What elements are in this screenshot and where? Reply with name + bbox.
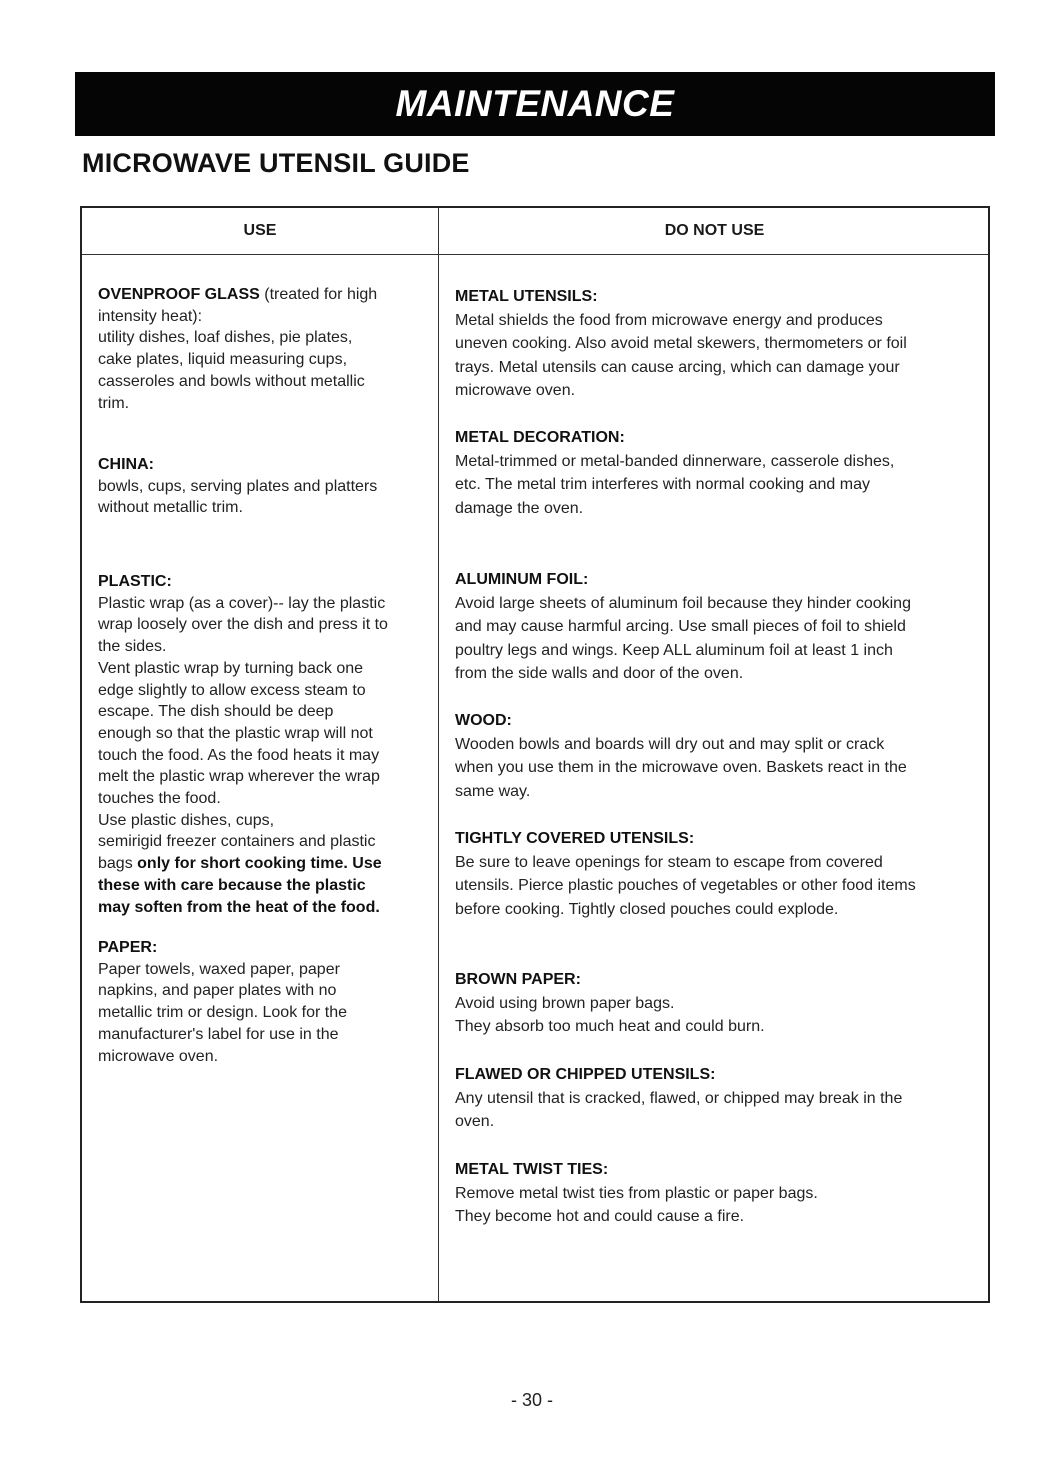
section-heading: METAL UTENSILS:	[455, 288, 598, 305]
section-heading: METAL DECORATION:	[455, 429, 625, 446]
table-header-row	[82, 208, 988, 255]
section-heading: BROWN PAPER:	[455, 971, 581, 988]
body-line: Remove metal twist ties from plastic or paper bags.	[455, 1184, 818, 1202]
body-line: Use plastic dishes, cups,	[98, 811, 275, 829]
section-heading: CHINA:	[98, 456, 154, 473]
body-line: from the side walls and door of the oven.	[455, 665, 744, 683]
use-column-header: USE	[243, 222, 277, 239]
china-section	[98, 454, 430, 519]
body-line: utensils. Pierce plastic pouches of vegetables or other food items	[455, 877, 916, 895]
brown-paper-section	[455, 968, 983, 1039]
body-line: etc. The metal trim interferes with normal cooking and may	[455, 476, 870, 494]
body-line: damage the oven.	[455, 499, 584, 517]
page-subtitle: MICROWAVE UTENSIL GUIDE	[82, 148, 470, 178]
bold-warning: may soften from the heat of the food.	[98, 898, 380, 916]
section-heading-suffix: (treated for high	[259, 286, 378, 303]
metal-decoration-section	[455, 426, 983, 520]
body-line: trim.	[98, 394, 130, 412]
body-line-start: bags	[98, 855, 138, 873]
metal-utensils-section	[455, 285, 983, 403]
body-line: napkins, and paper plates with no	[98, 982, 337, 1000]
section-heading: TIGHTLY COVERED UTENSILS:	[455, 830, 695, 847]
body-line: uneven cooking. Also avoid metal skewers, thermometers or foil	[455, 335, 907, 353]
body-line: semirigid freezer containers and plastic	[98, 833, 376, 851]
body-line: Paper towels, waxed paper, paper	[98, 960, 340, 978]
body-line: poultry legs and wings. Keep ALL aluminum foil at least 1 inch	[455, 641, 893, 659]
utensil-guide-table	[80, 206, 990, 1303]
body-line: when you use them in the microwave oven. Baskets react in the	[455, 759, 907, 777]
title-banner	[75, 72, 995, 136]
body-line: touches the food.	[98, 790, 221, 808]
body-line: intensity heat):	[98, 307, 203, 325]
body-line: metallic trim or design. Look for the	[98, 1004, 347, 1022]
body-line: wrap loosely over the dish and press it to	[98, 616, 388, 634]
section-heading: PAPER:	[98, 939, 158, 956]
tightly-covered-section	[455, 827, 983, 921]
bold-warning: these with care because the plastic	[98, 876, 366, 894]
body-line: edge slightly to allow excess steam to	[98, 681, 366, 699]
banner-title: MAINTENANCE	[395, 83, 675, 124]
body-line: bowls, cups, serving plates and platters	[98, 477, 378, 495]
section-heading: ALUMINUM FOIL:	[455, 571, 589, 588]
section-heading: WOOD:	[455, 712, 512, 729]
body-line: manufacturer's label for use in the	[98, 1025, 339, 1043]
body-line: Be sure to leave openings for steam to escape from covered	[455, 853, 883, 871]
do-not-use-column-header: DO NOT USE	[664, 222, 765, 239]
metal-twist-ties-section	[455, 1158, 983, 1229]
body-line: same way.	[455, 782, 531, 800]
bold-warning: only for short cooking time. Use	[137, 855, 382, 873]
body-line: escape. The dish should be deep	[98, 703, 334, 721]
section-heading: OVENPROOF GLASS	[98, 286, 260, 303]
body-line: Any utensil that is cracked, flawed, or chipped may break in the	[455, 1089, 903, 1107]
aluminum-foil-section	[455, 568, 983, 686]
plastic-section	[98, 571, 430, 918]
paper-section	[98, 937, 430, 1067]
flawed-utensils-section	[455, 1063, 983, 1134]
wood-section	[455, 709, 983, 803]
body-line: cake plates, liquid measuring cups,	[98, 351, 348, 369]
body-line: before cooking. Tightly closed pouches could explode.	[455, 900, 839, 918]
body-line: utility dishes, loaf dishes, pie plates,	[98, 329, 353, 347]
section-heading: FLAWED OR CHIPPED UTENSILS:	[455, 1066, 716, 1083]
body-line: microwave oven.	[98, 1047, 219, 1065]
body-line: melt the plastic wrap wherever the wrap	[98, 768, 380, 786]
body-line: the sides.	[98, 638, 167, 656]
body-line: Wooden bowls and boards will dry out and may split or crack	[455, 735, 885, 753]
section-heading: PLASTIC:	[98, 573, 172, 590]
body-line: Vent plastic wrap by turning back one	[98, 659, 364, 677]
body-line: Avoid large sheets of aluminum foil because they hinder cooking	[455, 594, 911, 612]
body-line: touch the food. As the food heats it may	[98, 746, 380, 764]
body-line: They become hot and could cause a fire.	[455, 1208, 745, 1226]
ovenproof-glass-section	[98, 284, 430, 414]
body-line: casseroles and bowls without metallic	[98, 372, 365, 390]
body-line: enough so that the plastic wrap will not	[98, 724, 373, 742]
body-line: trays. Metal utensils can cause arcing, which can damage your	[455, 358, 900, 376]
body-line: oven.	[455, 1113, 495, 1131]
body-line: Plastic wrap (as a cover)-- lay the plastic	[98, 594, 386, 612]
section-heading: METAL TWIST TIES:	[455, 1161, 609, 1178]
body-line: and may cause harmful arcing. Use small pieces of foil to shield	[455, 618, 906, 636]
body-line: They absorb too much heat and could burn.	[455, 1018, 765, 1036]
page-number: - 30 -	[510, 1390, 553, 1410]
column-divider	[438, 208, 439, 1301]
body-line: Avoid using brown paper bags.	[455, 994, 675, 1012]
body-line: Metal shields the food from microwave energy and produces	[455, 311, 883, 329]
body-line: without metallic trim.	[98, 499, 243, 517]
body-line: Metal-trimmed or metal-banded dinnerware, casserole dishes,	[455, 452, 895, 470]
body-line: microwave oven.	[455, 382, 576, 400]
